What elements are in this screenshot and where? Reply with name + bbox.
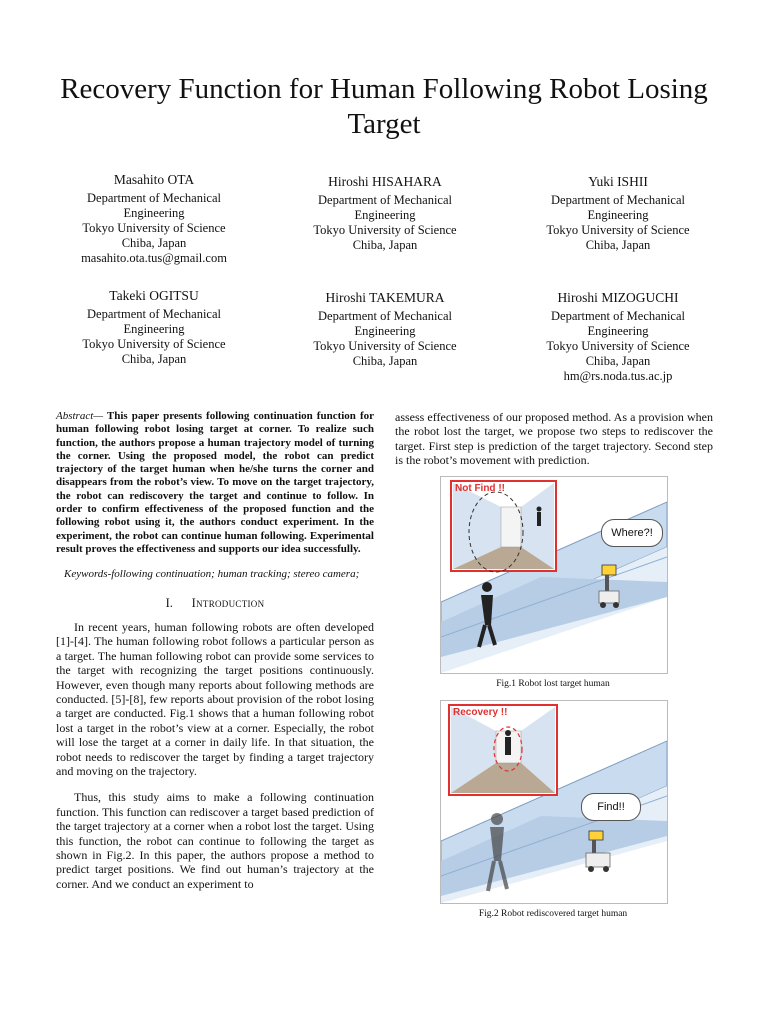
author-name: Hiroshi HISAHARA: [328, 174, 442, 189]
figure-1-inset-label: Not Find !!: [455, 483, 505, 494]
section-title: Introduction: [191, 595, 265, 610]
keywords: Keywords-following continuation; human tracking; stereo camera;: [64, 568, 360, 581]
figure-1: [440, 476, 668, 674]
author-email: masahito.ota.tus@gmail.com: [81, 251, 227, 265]
author-affil: Department of Mechanical: [551, 309, 685, 323]
author-affil: Department of Mechanical: [551, 193, 685, 207]
section-number: I.: [165, 595, 173, 610]
author-affil: Chiba, Japan: [121, 236, 187, 250]
author-name: Hiroshi TAKEMURA: [325, 290, 445, 305]
figure-2-inset-label: Recovery !!: [453, 707, 508, 718]
author-affil: Chiba, Japan: [352, 238, 418, 252]
author-affil: Engineering: [123, 322, 185, 336]
paragraph: Thus, this study aims to make a following continuation function. This function can rediscover a target based prediction of the target trajectory at a corner when a robot lost the target. Using this function, the robot can continue to following the target as shown in Fig.2. In this paper, the authors propose a method to predict target positions. We find out human’s trajectory at the corner. And we conduct an experiment to: [56, 790, 374, 891]
author-name: Takeki OGITSU: [109, 288, 199, 303]
author-affil: Engineering: [354, 324, 416, 338]
author-affil: Tokyo University of Science: [546, 223, 690, 237]
author-affil: Chiba, Japan: [121, 352, 187, 366]
author-affil: Engineering: [587, 324, 649, 338]
paragraph: assess effectiveness of our proposed method. As a provision when the robot lost the target, we propose two steps to rediscover the target. First step is prediction of the target trajectory. Second step is the robot’s movement with prediction.: [395, 410, 713, 468]
author-affil: Department of Mechanical: [318, 193, 452, 207]
author-block: [54, 288, 254, 367]
author-affil: Engineering: [123, 206, 185, 220]
author-affil: Tokyo University of Science: [82, 221, 226, 235]
author-block: [285, 174, 485, 253]
author-affil: Tokyo University of Science: [82, 337, 226, 351]
abstract: [56, 410, 374, 556]
author-affil: Department of Mechanical: [318, 309, 452, 323]
author-affil: Tokyo University of Science: [313, 223, 457, 237]
author-affil: Engineering: [354, 208, 416, 222]
author-block: [54, 172, 254, 266]
figure-2: [440, 700, 668, 904]
figure-2-speech-bubble: Find!!: [581, 793, 641, 821]
author-name: Yuki ISHII: [588, 174, 648, 189]
figure-1-speech-bubble: Where?!: [601, 519, 663, 547]
author-name: Masahito OTA: [113, 172, 195, 187]
author-affil: Chiba, Japan: [585, 354, 651, 368]
author-affil: Engineering: [587, 208, 649, 222]
figure-2-caption: Fig.2 Robot rediscovered target human: [478, 909, 628, 919]
author-affil: Chiba, Japan: [585, 238, 651, 252]
abstract-text: This paper presents following continuation function for human following robot losing target at corner. To realize such function, the authors propose a human trajectory model of turning the corner. Using the proposed model, the robot can predict trajectory of the target human when he/she turns the corner and disappears from the robot’s view. To move on the target trajectory, the robot can rediscovery the target and continue to follow. In order to confirm effectiveness of the proposed function and the following robot using it, the authors conduct experiment. In the experiment, the robot can continue human following. Experimental result proves the effectiveness and supports our idea successfully.: [56, 410, 374, 555]
author-affil: Tokyo University of Science: [313, 339, 457, 353]
figure-1-caption: Fig.1 Robot lost target human: [496, 679, 610, 689]
author-email: hm@rs.noda.tus.ac.jp: [563, 369, 673, 383]
author-affil: Department of Mechanical: [87, 307, 221, 321]
figure-1-illustration: [441, 477, 667, 673]
abstract-dash: —: [93, 410, 104, 422]
right-column: [395, 410, 713, 468]
abstract-label: Abstract: [56, 410, 94, 422]
author-name: Hiroshi MIZOGUCHI: [557, 290, 679, 305]
paragraph: In recent years, human following robots are often developed [1]-[4]. The human following robot follows a particular person as a target. The human following robot can provide some services to the target with recognizing the target positions continuously. However, even though many reports about following methods are conducted. [5]-[8], few reports about provision of the robot losing a target are conducted. Fig.1 shows that a human following robot lost a target in the robot’s view at a corner. Especially, the robot will lose the target at a corner in daily life. In that situation, the robot needs to rediscover the target by finding a target trajectory and moving on the trajectory.: [56, 619, 374, 779]
author-affil: Chiba, Japan: [352, 354, 418, 368]
author-affil: Department of Mechanical: [87, 191, 221, 205]
section-heading: [56, 596, 374, 610]
author-block: [518, 290, 718, 384]
author-affil: Tokyo University of Science: [546, 339, 690, 353]
paper-title: Recovery Function for Human Following Robot Losing Target: [60, 73, 708, 140]
author-block: [518, 174, 718, 253]
author-block: [285, 290, 485, 369]
left-column: [56, 410, 374, 891]
